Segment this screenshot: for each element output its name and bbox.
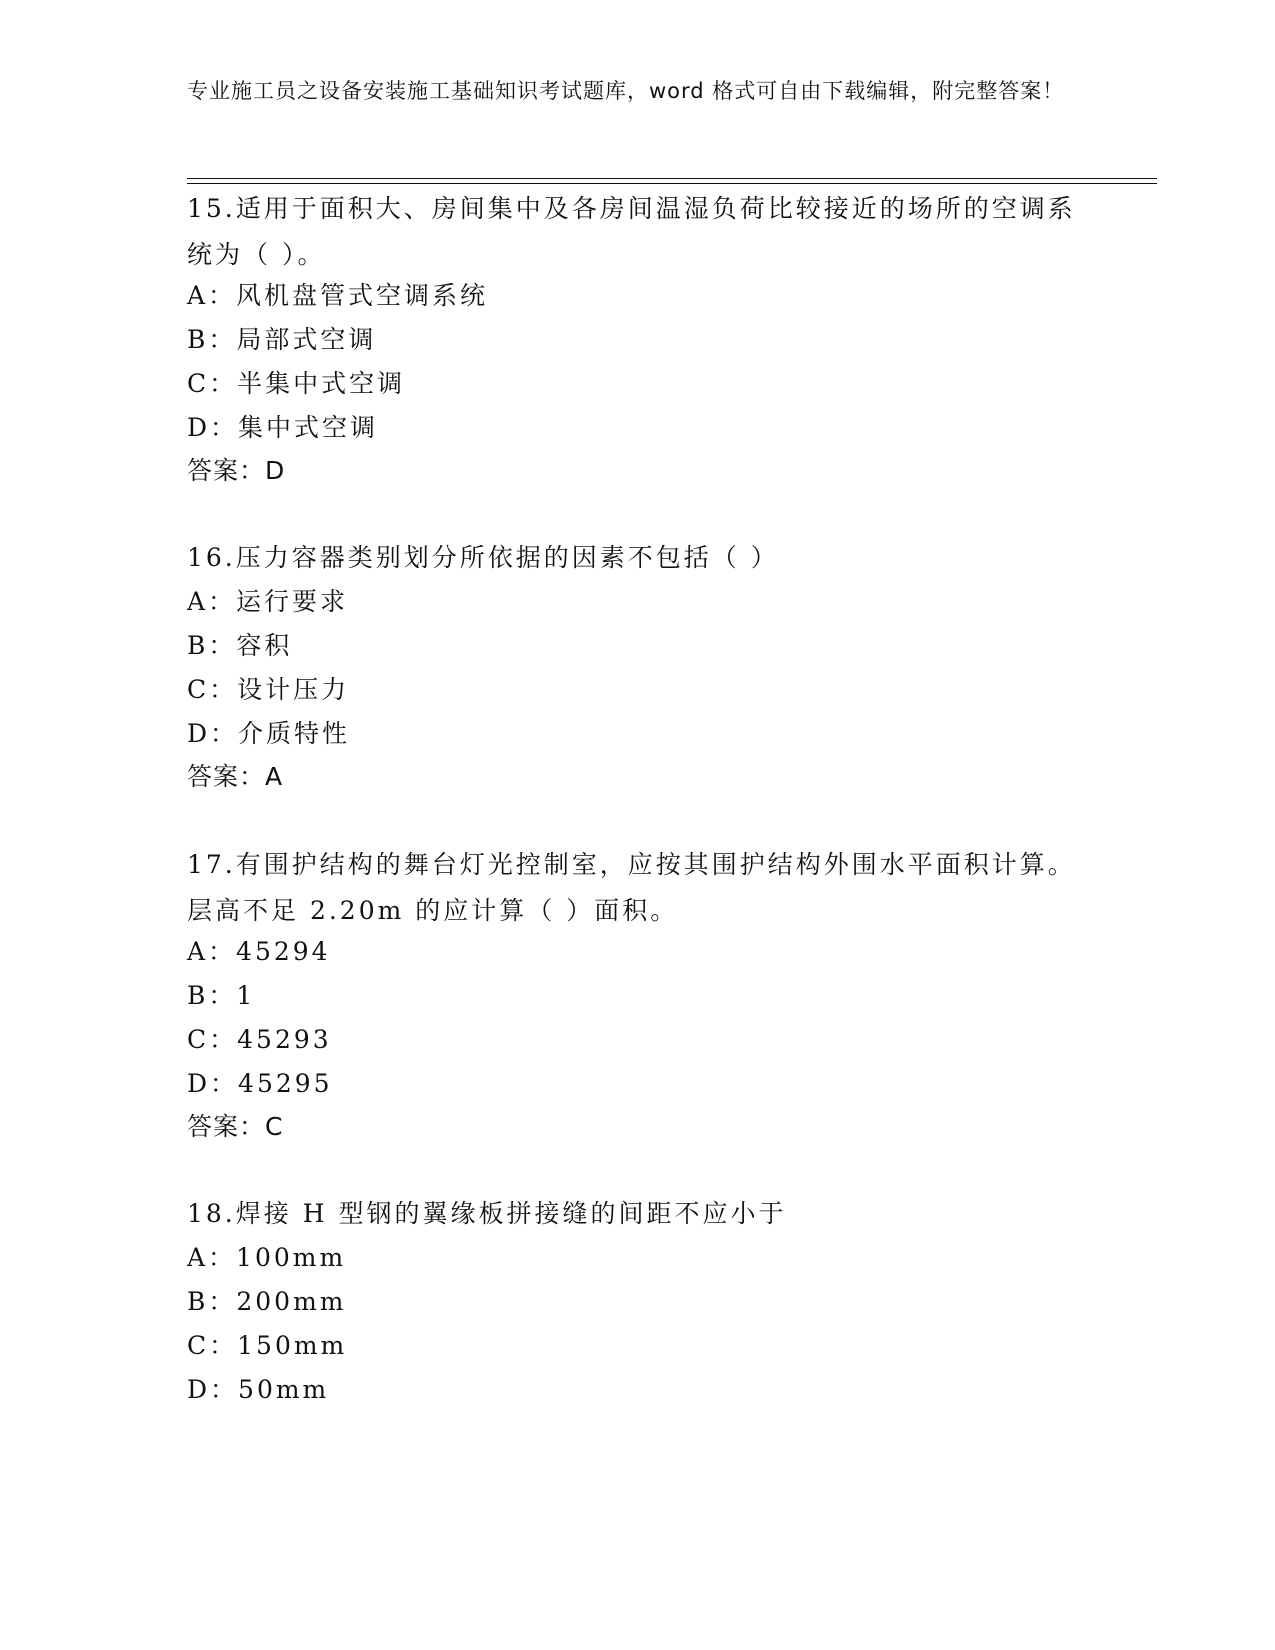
- question-15-option-c: C：半集中式空调: [187, 369, 406, 398]
- question-18-option-b: B：200mm: [187, 1287, 347, 1316]
- question-16-option-d: D：介质特性: [187, 719, 351, 748]
- question-15-stem: 15.适用于面积大、房间集中及各房间温湿负荷比较接近的场所的空调系统为（ ）。: [187, 194, 1076, 269]
- question-18-option-a: A：100mm: [187, 1243, 347, 1272]
- question-16-option-c: C：设计压力: [187, 675, 350, 704]
- question-16-answer: 答案：A: [187, 762, 284, 791]
- header-divider-bottom: [187, 183, 1157, 184]
- question-17-option-b: B：1: [187, 981, 256, 1010]
- question-17-option-c: C：45293: [187, 1025, 332, 1054]
- question-16-option-b: B：容积: [187, 631, 293, 660]
- question-17-option-a: A：45294: [187, 937, 331, 966]
- question-15-option-b: B：局部式空调: [187, 325, 377, 354]
- question-16-option-a: A：运行要求: [187, 587, 349, 616]
- question-15-option-a: A：风机盘管式空调系统: [187, 281, 489, 310]
- question-18-stem: 18.焊接 H 型钢的翼缘板拼接缝的间距不应小于: [187, 1199, 787, 1228]
- document-header: 专业施工员之设备安装施工基础知识考试题库，word 格式可自由下载编辑，附完整答案！: [187, 79, 1065, 103]
- question-17-stem: 17.有围护结构的舞台灯光控制室，应按其围护结构外围水平面积计算。层高不足 2.20m 的应计算（ ）面积。: [187, 850, 1076, 925]
- question-17-option-d: D：45295: [187, 1069, 333, 1098]
- question-18-option-d: D：50mm: [187, 1375, 330, 1404]
- question-18-option-c: C：150mm: [187, 1331, 348, 1360]
- question-16-stem: 16.压力容器类别划分所依据的因素不包括（ ）: [187, 543, 779, 572]
- question-17-answer: 答案：C: [187, 1112, 284, 1141]
- header-divider-top: [187, 178, 1157, 179]
- question-15-answer: 答案：D: [187, 456, 286, 485]
- question-15-option-d: D：集中式空调: [187, 413, 379, 442]
